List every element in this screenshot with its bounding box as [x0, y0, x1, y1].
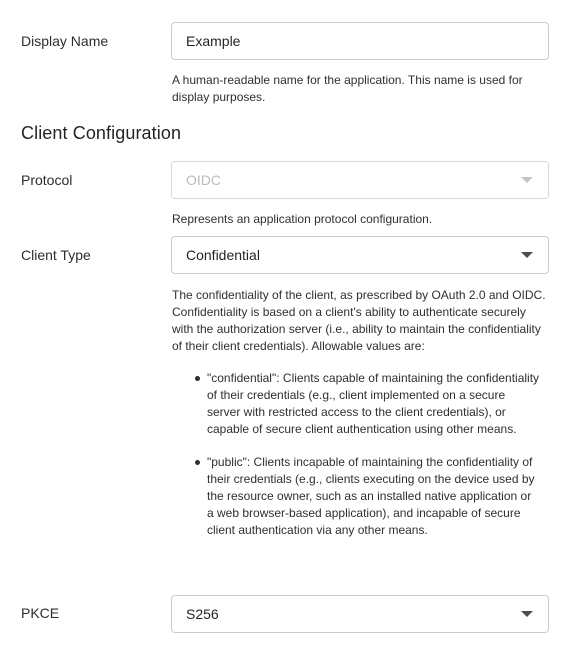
display-name-help: A human-readable name for the application. This name is used for display purposes. [172, 73, 523, 104]
pkce-value: S256 [186, 606, 219, 622]
list-item: "public": Clients incapable of maintaining the confidentiality of their credentials (e.g., clients executing on the device used by the resource owner, such as an installed native application or a web browser-based application), and incapable of secure client authentication via any other means. [194, 454, 540, 539]
display-name-label: Display Name [21, 33, 109, 49]
section-title: Client Configuration [21, 123, 182, 143]
chevron-down-icon[interactable] [521, 252, 533, 258]
protocol-help: Represents an application protocol configuration. [172, 212, 433, 226]
client-type-select[interactable] [171, 236, 549, 274]
chevron-down-icon[interactable] [521, 611, 533, 617]
client-type-value: Confidential [186, 247, 260, 263]
protocol-select [171, 161, 549, 199]
pkce-label: PKCE [21, 605, 60, 621]
protocol-label: Protocol [21, 172, 73, 188]
display-name-input[interactable] [171, 22, 549, 60]
client-type-values-list [194, 370, 540, 539]
client-type-label: Client Type [21, 247, 91, 263]
display-name-value: Example [186, 33, 241, 49]
chevron-down-icon [521, 177, 533, 183]
list-item: "confidential": Clients capable of maintaining the confidentiality of their credentials (e.g., client implemented on a secure server with restricted access to the client credentials), or capable of secure client authentication using other means. [194, 370, 540, 438]
pkce-select[interactable] [171, 595, 549, 633]
protocol-value: OIDC [186, 172, 221, 188]
client-type-help: The confidentiality of the client, as prescribed by OAuth 2.0 and OIDC. Confidentiality is based on a client's ability to authenticate securely with the authorization server (i.e., ability to maintain the confidentiality of their client credentials). Allowable values are: [172, 288, 546, 353]
